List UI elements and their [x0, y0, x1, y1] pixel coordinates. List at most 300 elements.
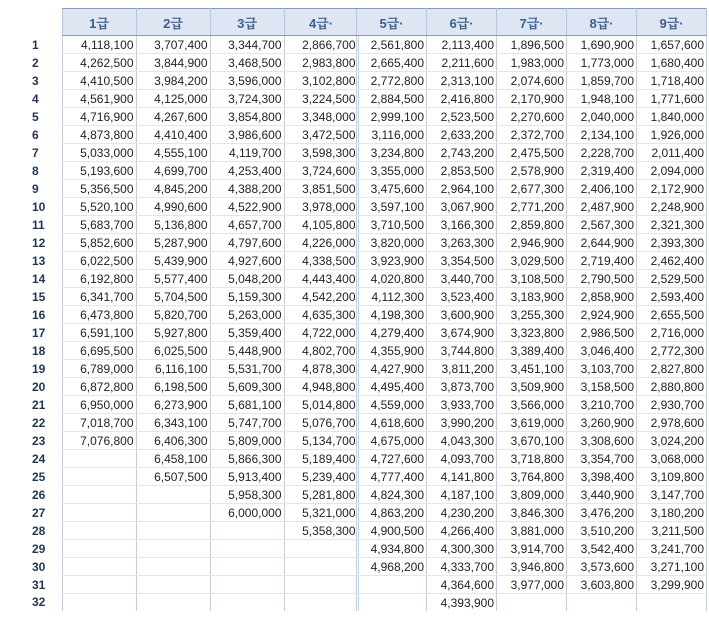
salary-cell: 3,977,000 — [497, 576, 567, 594]
salary-cell: 2,999,100 — [357, 108, 427, 126]
table-row — [357, 180, 707, 198]
salary-cell: 3,068,000 — [637, 450, 707, 468]
salary-cell: 4,253,400 — [210, 162, 284, 180]
salary-cell: 3,718,800 — [497, 450, 567, 468]
table-row — [357, 342, 707, 360]
salary-cell: 5,281,800 — [284, 486, 358, 504]
salary-cell — [62, 486, 136, 504]
table-row — [357, 306, 707, 324]
salary-cell: 2,567,300 — [567, 216, 637, 234]
salary-cell: 2,853,500 — [427, 162, 497, 180]
salary-cell: 5,033,000 — [62, 144, 136, 162]
salary-cell: 3,029,500 — [497, 252, 567, 270]
salary-cell: 3,344,700 — [210, 36, 284, 54]
salary-cell: 3,103,700 — [567, 360, 637, 378]
salary-cell: 7,076,800 — [62, 432, 136, 450]
salary-cell: 2,986,500 — [567, 324, 637, 342]
salary-cell: 4,542,200 — [284, 288, 358, 306]
salary-cell: 1,773,000 — [567, 54, 637, 72]
salary-cell: 5,809,000 — [210, 432, 284, 450]
salary-cell: 4,722,000 — [284, 324, 358, 342]
salary-cell: 6,473,800 — [62, 306, 136, 324]
salary-cell: 3,102,800 — [284, 72, 358, 90]
salary-cell: 4,635,300 — [284, 306, 358, 324]
salary-cell: 4,990,600 — [136, 198, 210, 216]
table-row — [10, 540, 358, 558]
salary-cell: 4,093,700 — [427, 450, 497, 468]
salary-cell: 3,978,000 — [284, 198, 358, 216]
step-number: 27 — [10, 504, 62, 522]
salary-cell: 3,355,000 — [357, 162, 427, 180]
salary-cell: 2,074,600 — [497, 72, 567, 90]
salary-cell: 3,109,800 — [637, 468, 707, 486]
salary-cell: 3,180,200 — [637, 504, 707, 522]
salary-cell: 2,040,000 — [567, 108, 637, 126]
step-number: 2 — [10, 54, 62, 72]
salary-cell: 3,389,400 — [497, 342, 567, 360]
salary-cell: 3,440,700 — [427, 270, 497, 288]
salary-cell: 4,333,700 — [427, 558, 497, 576]
corner-cell — [10, 9, 62, 36]
salary-cell — [357, 594, 427, 612]
table-row — [10, 90, 358, 108]
salary-cell: 3,116,000 — [357, 126, 427, 144]
salary-cell: 3,476,200 — [567, 504, 637, 522]
salary-cell: 6,458,100 — [136, 450, 210, 468]
salary-cell: 2,406,100 — [567, 180, 637, 198]
salary-cell: 2,978,600 — [637, 414, 707, 432]
salary-cell — [136, 522, 210, 540]
salary-cell: 2,677,300 — [497, 180, 567, 198]
table-row — [10, 576, 358, 594]
salary-cell: 5,358,300 — [284, 522, 358, 540]
salary-cell: 6,341,700 — [62, 288, 136, 306]
salary-cell: 2,983,800 — [284, 54, 358, 72]
table-row — [10, 558, 358, 576]
salary-cell — [210, 540, 284, 558]
grade-column-header: 7급· — [497, 9, 567, 36]
salary-cell: 6,343,100 — [136, 414, 210, 432]
salary-cell: 3,451,100 — [497, 360, 567, 378]
salary-cell: 3,509,900 — [497, 378, 567, 396]
salary-cell: 4,300,300 — [427, 540, 497, 558]
salary-cell: 5,321,000 — [284, 504, 358, 522]
salary-cell: 2,393,300 — [637, 234, 707, 252]
table-row — [357, 504, 707, 522]
salary-cell: 3,811,200 — [427, 360, 497, 378]
salary-cell — [136, 594, 210, 612]
step-number: 14 — [10, 270, 62, 288]
salary-cell: 4,230,200 — [427, 504, 497, 522]
salary-cell: 2,644,900 — [567, 234, 637, 252]
step-number: 16 — [10, 306, 62, 324]
salary-cell: 5,852,600 — [62, 234, 136, 252]
salary-cell: 5,263,000 — [210, 306, 284, 324]
salary-cell: 4,727,600 — [357, 450, 427, 468]
salary-cell: 6,789,000 — [62, 360, 136, 378]
table-row — [357, 486, 707, 504]
salary-cell: 3,542,400 — [567, 540, 637, 558]
table-row — [10, 162, 358, 180]
grade-column-header: 6급· — [427, 9, 497, 36]
grade-column-header: 8급· — [567, 9, 637, 36]
salary-cell — [62, 468, 136, 486]
salary-cell: 5,014,800 — [284, 396, 358, 414]
salary-cell: 6,116,100 — [136, 360, 210, 378]
salary-cell: 3,881,000 — [497, 522, 567, 540]
step-number: 8 — [10, 162, 62, 180]
salary-cell: 3,851,500 — [284, 180, 358, 198]
salary-cell: 1,896,500 — [497, 36, 567, 54]
salary-cell: 3,108,500 — [497, 270, 567, 288]
salary-cell: 2,772,300 — [637, 342, 707, 360]
salary-cell: 4,522,900 — [210, 198, 284, 216]
salary-cell: 6,406,300 — [136, 432, 210, 450]
table-row — [10, 396, 358, 414]
table-row — [357, 468, 707, 486]
salary-cell — [210, 558, 284, 576]
salary-cell: 2,561,800 — [357, 36, 427, 54]
salary-cell: 3,596,000 — [210, 72, 284, 90]
table-row — [10, 594, 358, 612]
salary-cell: 4,427,900 — [357, 360, 427, 378]
salary-cell: 2,487,900 — [567, 198, 637, 216]
left-table-body — [10, 36, 358, 612]
salary-cell: 2,790,500 — [567, 270, 637, 288]
salary-cell — [136, 504, 210, 522]
salary-cell: 3,946,800 — [497, 558, 567, 576]
salary-cell: 3,348,000 — [284, 108, 358, 126]
salary-cell: 3,523,400 — [427, 288, 497, 306]
step-number: 24 — [10, 450, 62, 468]
table-row — [10, 252, 358, 270]
salary-cell: 3,724,600 — [284, 162, 358, 180]
salary-cell — [136, 540, 210, 558]
table-row — [10, 306, 358, 324]
step-number: 19 — [10, 360, 62, 378]
salary-cell: 5,704,500 — [136, 288, 210, 306]
table-row — [10, 144, 358, 162]
salary-cell: 3,744,800 — [427, 342, 497, 360]
salary-cell: 4,845,200 — [136, 180, 210, 198]
salary-cell: 3,986,600 — [210, 126, 284, 144]
table-row — [357, 522, 707, 540]
salary-cell: 2,858,900 — [567, 288, 637, 306]
salary-cell: 2,946,900 — [497, 234, 567, 252]
salary-cell: 3,260,900 — [567, 414, 637, 432]
salary-cell: 4,187,100 — [427, 486, 497, 504]
salary-cell: 4,364,600 — [427, 576, 497, 594]
salary-cell: 4,495,400 — [357, 378, 427, 396]
step-number: 6 — [10, 126, 62, 144]
salary-cell: 2,134,100 — [567, 126, 637, 144]
grade-column-header: 3급 — [210, 9, 284, 36]
salary-cell — [210, 594, 284, 612]
salary-cell: 3,724,300 — [210, 90, 284, 108]
salary-cell: 2,475,500 — [497, 144, 567, 162]
salary-cell: 4,388,200 — [210, 180, 284, 198]
salary-cell: 4,797,600 — [210, 234, 284, 252]
step-number: 25 — [10, 468, 62, 486]
salary-cell: 2,866,700 — [284, 36, 358, 54]
salary-cell: 5,927,800 — [136, 324, 210, 342]
salary-cell: 6,000,000 — [210, 504, 284, 522]
salary-cell: 5,609,300 — [210, 378, 284, 396]
salary-cell: 4,410,500 — [62, 72, 136, 90]
salary-cell: 4,262,500 — [62, 54, 136, 72]
table-row — [10, 414, 358, 432]
table-row — [10, 450, 358, 468]
salary-cell: 4,948,800 — [284, 378, 358, 396]
salary-cell: 3,670,100 — [497, 432, 567, 450]
salary-cell: 3,211,500 — [637, 522, 707, 540]
salary-cell: 5,359,400 — [210, 324, 284, 342]
salary-cell: 4,878,300 — [284, 360, 358, 378]
salary-cell: 2,665,400 — [357, 54, 427, 72]
table-row — [357, 360, 707, 378]
step-number: 11 — [10, 216, 62, 234]
salary-cell: 1,690,900 — [567, 36, 637, 54]
salary-cell: 3,820,000 — [357, 234, 427, 252]
salary-cell: 1,948,100 — [567, 90, 637, 108]
salary-cell: 2,716,000 — [637, 324, 707, 342]
step-number: 31 — [10, 576, 62, 594]
table-row — [10, 522, 358, 540]
table-row — [10, 288, 358, 306]
step-number: 13 — [10, 252, 62, 270]
salary-cell: 5,356,500 — [62, 180, 136, 198]
step-number: 23 — [10, 432, 62, 450]
salary-cell: 3,809,000 — [497, 486, 567, 504]
salary-cell: 3,597,100 — [357, 198, 427, 216]
salary-cell: 2,113,400 — [427, 36, 497, 54]
salary-cell: 4,777,400 — [357, 468, 427, 486]
salary-cell: 4,141,800 — [427, 468, 497, 486]
salary-cell: 4,198,300 — [357, 306, 427, 324]
salary-cell: 4,226,000 — [284, 234, 358, 252]
table-row — [357, 378, 707, 396]
salary-cell: 1,771,600 — [637, 90, 707, 108]
table-row — [357, 54, 707, 72]
grade-column-header: 1급 — [62, 9, 136, 36]
salary-cell: 2,633,200 — [427, 126, 497, 144]
table-row — [357, 72, 707, 90]
table-row — [357, 162, 707, 180]
table-row — [10, 216, 358, 234]
salary-cell: 5,683,700 — [62, 216, 136, 234]
salary-cell: 2,462,400 — [637, 252, 707, 270]
salary-cell: 3,024,200 — [637, 432, 707, 450]
salary-cell: 4,105,800 — [284, 216, 358, 234]
table-row — [357, 324, 707, 342]
salary-cell: 6,695,500 — [62, 342, 136, 360]
salary-cell — [637, 594, 707, 612]
salary-cell: 4,657,700 — [210, 216, 284, 234]
salary-cell — [136, 576, 210, 594]
salary-cell: 4,267,600 — [136, 108, 210, 126]
table-row — [10, 324, 358, 342]
salary-cell: 5,439,900 — [136, 252, 210, 270]
salary-cell: 2,771,200 — [497, 198, 567, 216]
salary-cell: 4,125,000 — [136, 90, 210, 108]
salary-cell: 1,718,400 — [637, 72, 707, 90]
salary-cell — [62, 558, 136, 576]
table-row — [357, 36, 707, 54]
table-row — [10, 198, 358, 216]
salary-cell: 4,802,700 — [284, 342, 358, 360]
salary-cell: 2,578,900 — [497, 162, 567, 180]
salary-cell: 2,372,700 — [497, 126, 567, 144]
table-row — [10, 72, 358, 90]
step-number: 20 — [10, 378, 62, 396]
right-table-body — [357, 36, 707, 612]
table-row — [357, 126, 707, 144]
right-table-header — [357, 9, 707, 36]
step-number: 5 — [10, 108, 62, 126]
salary-cell: 3,707,400 — [136, 36, 210, 54]
salary-cell: 5,448,900 — [210, 342, 284, 360]
salary-cell: 4,559,000 — [357, 396, 427, 414]
salary-cell: 3,990,200 — [427, 414, 497, 432]
salary-cell: 3,354,700 — [567, 450, 637, 468]
salary-cell: 3,598,300 — [284, 144, 358, 162]
salary-cell: 2,094,000 — [637, 162, 707, 180]
salary-cell: 4,393,900 — [427, 594, 497, 612]
step-number: 9 — [10, 180, 62, 198]
salary-cell: 5,239,400 — [284, 468, 358, 486]
table-row — [10, 432, 358, 450]
salary-cell: 5,520,100 — [62, 198, 136, 216]
salary-cell: 6,273,900 — [136, 396, 210, 414]
salary-cell: 2,772,800 — [357, 72, 427, 90]
salary-cell: 4,119,700 — [210, 144, 284, 162]
salary-cell: 3,158,500 — [567, 378, 637, 396]
salary-cell: 2,228,700 — [567, 144, 637, 162]
salary-cell: 3,263,300 — [427, 234, 497, 252]
step-number: 17 — [10, 324, 62, 342]
salary-cell: 3,764,800 — [497, 468, 567, 486]
step-number: 28 — [10, 522, 62, 540]
table-row — [10, 504, 358, 522]
step-number: 10 — [10, 198, 62, 216]
salary-cell: 5,287,900 — [136, 234, 210, 252]
salary-cell: 5,958,300 — [210, 486, 284, 504]
salary-cell — [284, 576, 358, 594]
step-number: 26 — [10, 486, 62, 504]
salary-cell: 2,743,200 — [427, 144, 497, 162]
salary-cell: 6,950,000 — [62, 396, 136, 414]
salary-cell: 4,716,900 — [62, 108, 136, 126]
salary-cell: 5,531,700 — [210, 360, 284, 378]
salary-cell: 5,747,700 — [210, 414, 284, 432]
grade-column-header: 9급· — [637, 9, 707, 36]
salary-cell: 2,655,500 — [637, 306, 707, 324]
left-table-header — [10, 9, 358, 36]
salary-cell: 3,323,800 — [497, 324, 567, 342]
salary-cell: 3,299,900 — [637, 576, 707, 594]
grade-column-header: 2급 — [136, 9, 210, 36]
salary-cell: 5,159,300 — [210, 288, 284, 306]
salary-cell — [62, 450, 136, 468]
salary-cell: 2,270,600 — [497, 108, 567, 126]
salary-cell: 2,529,500 — [637, 270, 707, 288]
salary-cell: 3,308,600 — [567, 432, 637, 450]
salary-cell: 2,859,800 — [497, 216, 567, 234]
salary-cell — [62, 504, 136, 522]
salary-cell: 4,873,800 — [62, 126, 136, 144]
salary-cell: 3,603,800 — [567, 576, 637, 594]
salary-cell: 4,020,800 — [357, 270, 427, 288]
step-number: 30 — [10, 558, 62, 576]
salary-cell: 3,619,000 — [497, 414, 567, 432]
salary-cell: 2,011,400 — [637, 144, 707, 162]
step-number: 29 — [10, 540, 62, 558]
step-number: 18 — [10, 342, 62, 360]
salary-cell: 4,968,200 — [357, 558, 427, 576]
salary-cell: 2,319,400 — [567, 162, 637, 180]
salary-cell: 1,926,000 — [637, 126, 707, 144]
salary-cell: 4,112,300 — [357, 288, 427, 306]
table-row — [357, 414, 707, 432]
salary-cell: 3,573,600 — [567, 558, 637, 576]
salary-cell: 3,600,900 — [427, 306, 497, 324]
table-row — [357, 252, 707, 270]
salary-cell: 3,674,900 — [427, 324, 497, 342]
table-row — [357, 576, 707, 594]
salary-cell — [62, 594, 136, 612]
salary-cell: 4,279,400 — [357, 324, 427, 342]
salary-cell: 2,930,700 — [637, 396, 707, 414]
salary-cell: 3,846,300 — [497, 504, 567, 522]
salary-cell: 4,618,600 — [357, 414, 427, 432]
salary-cell — [284, 540, 358, 558]
salary-cell: 2,248,900 — [637, 198, 707, 216]
salary-cell: 6,192,800 — [62, 270, 136, 288]
salary-cell — [62, 576, 136, 594]
table-row — [10, 126, 358, 144]
table-row — [10, 378, 358, 396]
table-row — [357, 594, 707, 612]
salary-cell: 4,927,600 — [210, 252, 284, 270]
salary-cell: 2,884,500 — [357, 90, 427, 108]
salary-cell: 6,591,100 — [62, 324, 136, 342]
salary-cell: 3,046,400 — [567, 342, 637, 360]
salary-cell: 3,210,700 — [567, 396, 637, 414]
salary-cell: 1,840,000 — [637, 108, 707, 126]
table-row — [10, 108, 358, 126]
salary-cell: 4,338,500 — [284, 252, 358, 270]
salary-cell: 4,900,500 — [357, 522, 427, 540]
salary-cell: 3,854,800 — [210, 108, 284, 126]
salary-cell: 6,198,500 — [136, 378, 210, 396]
salary-cell: 3,510,200 — [567, 522, 637, 540]
salary-cell: 4,555,100 — [136, 144, 210, 162]
salary-cell: 5,136,800 — [136, 216, 210, 234]
table-row — [10, 180, 358, 198]
step-number: 1 — [10, 36, 62, 54]
step-number: 15 — [10, 288, 62, 306]
salary-cell: 3,255,300 — [497, 306, 567, 324]
salary-cell: 4,561,900 — [62, 90, 136, 108]
salary-cell: 3,440,900 — [567, 486, 637, 504]
table-row — [357, 558, 707, 576]
salary-cell: 3,398,400 — [567, 468, 637, 486]
salary-cell: 2,880,800 — [637, 378, 707, 396]
salary-cell: 2,719,400 — [567, 252, 637, 270]
table-row — [357, 108, 707, 126]
grade-column-header: 4급· — [284, 9, 358, 36]
table-row — [357, 288, 707, 306]
